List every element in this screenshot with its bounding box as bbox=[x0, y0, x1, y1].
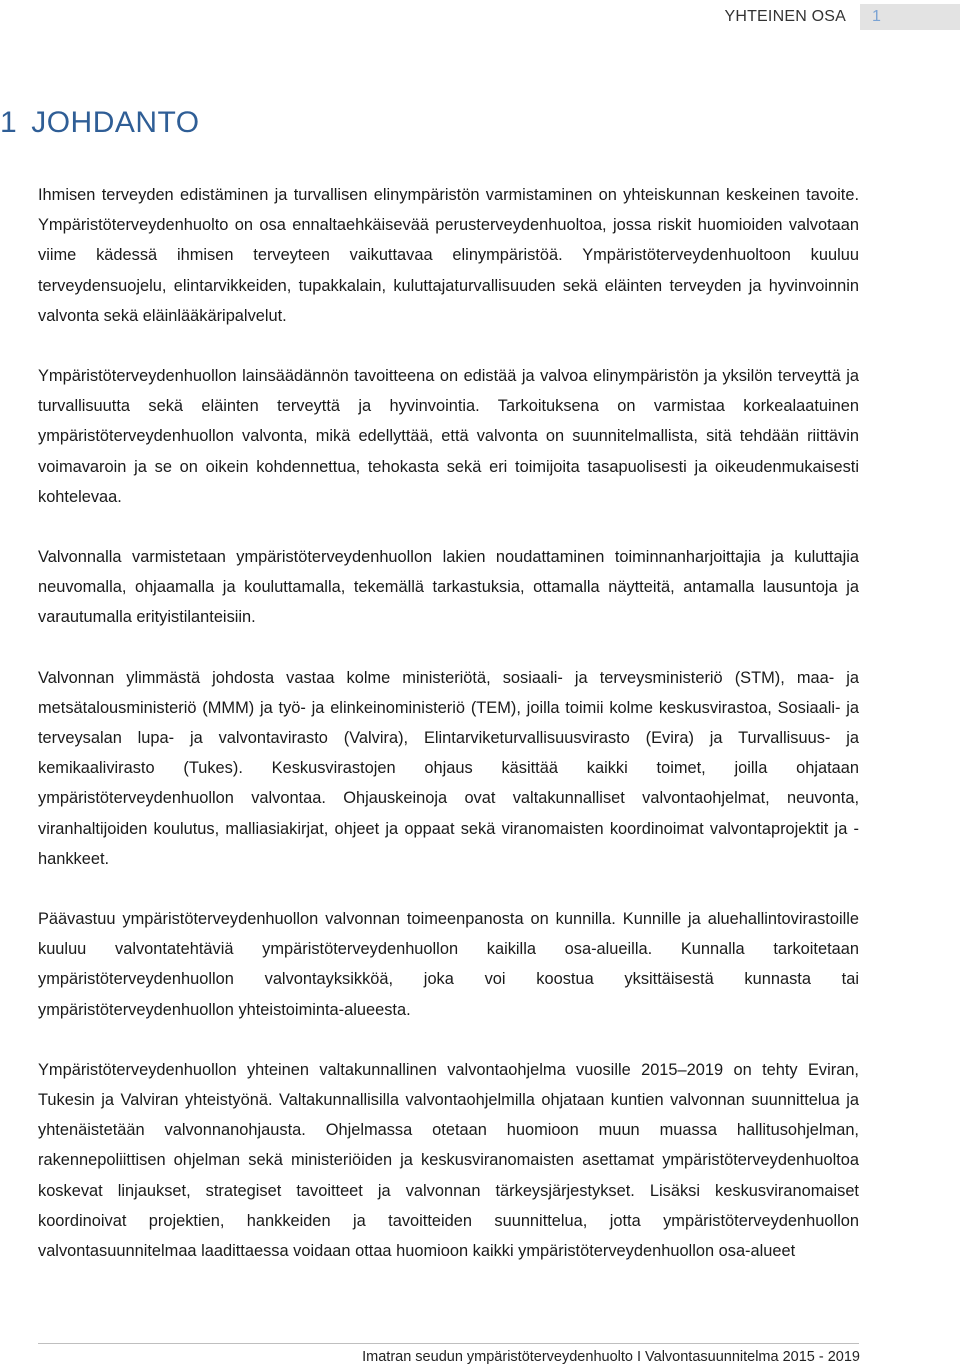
chapter-title: JOHDANTO bbox=[31, 106, 200, 139]
chapter-number: 1 bbox=[0, 106, 18, 139]
paragraph: Ihmisen terveyden edistäminen ja turvallisen elinympäristön varmistaminen on yhteiskunnan keskeinen tavoite. Ympäristöterveydenhuolto on osa ennaltaehkäisevää perusterveydenhuoltoa, jossa riskit huomioiden valvotaan viime kädessä ihmisen terveyteen vaikuttavaa elinympäristöä. Ympäristöterveydenhuoltoon kuuluu terveydensuojelu, elintarvikkeiden, tupakkalain, kuluttajaturvallisuuden sekä eläinten terveyden ja hyvinvoinnin valvonta sekä eläinlääkäripalvelut. bbox=[38, 186, 859, 325]
paragraph: Ympäristöterveydenhuollon yhteinen valtakunnallinen valvontaohjelma vuosille 2015–2019 on tehty Eviran, Tukesin ja Valviran yhteistyönä. Valtakunnallisilla valvontaohjelmilla ohjataan kuntien valvonnan suunnittelua ja yhtenäistetään valvonnanohjausta. Ohjelmassa otetaan huomioon muun muassa hallitusohjelman, rakennepoliittisen ohjelman sekä ministeriöiden ja keskusviranomaisten asettamat ympäristöterveydenhuoltoa koskevat linjaukset, strategiset tavoitteet ja valvonnan tärkeysjärjestykset. Lisäksi keskusviranomaiset koordinoivat projektien, hankkeiden ja tavoitteiden suunnittelua, jotta ympäristöterveydenhuollon valvontasuunnitelmaa laadittaessa voidaan ottaa huomioon kaikki ympäristöterveydenhuollon osa-alueet bbox=[38, 1060, 859, 1261]
body-content bbox=[38, 180, 859, 1296]
paragraph: Valvonnan ylimmästä johdosta vastaa kolme ministeriötä, sosiaali- ja terveysministeriö (STM), maa- ja metsätalousministeriö (MMM) ja työ- ja elinkeinoministeriö (TEM), joilla toimii kolme keskusvirastoa, Sosiaali- ja terveysalan lupa- ja valvontavirasto (Valvira), Elintarviketurvallisuusvirasto (Evira) ja Turvallisuus- ja kemikaalivirasto (Tukes). Keskusvirastojen ohjaus käsittää kaikki toimet, joilla ohjataan ympäristöterveydenhuollon valvontaa. Ohjauskeinoja ovat valtakunnalliset valvontaohjelmat, neuvonta, viranhaltijoiden koulutus, malliasiakirjat, ohjeet ja oppaat sekä viranomaisten koordinoimat valvontaprojektit ja -hankkeet. bbox=[38, 668, 859, 868]
paragraph: Päävastuu ympäristöterveydenhuollon valvonnan toimeenpanosta on kunnilla. Kunnille ja aluehallintovirastoille kuuluu valvontatehtäviä ympäristöterveydenhuollon kaikilla osa-alueilla. Kunnalla tarkoitetaan ympäristöterveydenhuollon valvontayksikköä, joka voi koostua yksittäisestä kunnasta tai ympäristöterveydenhuollon yhteistoiminta-alueesta. bbox=[38, 910, 859, 1019]
chapter-heading bbox=[0, 106, 200, 140]
header-page-number: 1 bbox=[860, 4, 960, 30]
page-footer: Imatran seudun ympäristöterveydenhuolto I Valvontasuunnitelma 2015 - 2019 bbox=[362, 1349, 860, 1365]
header-section-title: YHTEINEN OSA bbox=[724, 8, 846, 25]
paragraph: Ympäristöterveydenhuollon lainsäädännön tavoitteena on edistää ja valvoa elinympäristön ja yksilön terveyttä ja turvallisuutta sekä eläinten terveyttä ja hyvinvointia. Tarkoituksena on varmistaa korkealaatuinen ympäristöterveydenhuollon valvonta, mikä edellyttää, että valvonta on suunnitelmallista, sitä tehdään riittävin voimavaroin ja se on oikein kohdennettua, tehokasta sekä eri toimijoita tasapuolisesti ja oikeudenmukaisesti kohtelevaa. bbox=[38, 367, 859, 506]
footer-divider bbox=[38, 1343, 859, 1344]
paragraph: Valvonnalla varmistetaan ympäristöterveydenhuollon lakien noudattaminen toiminnanharjoittajia ja kuluttajia neuvomalla, ohjaamalla ja kouluttamalla, tekemällä tarkastuksia, ottamalla näytteitä, antamalla lausuntoja ja varautumalla erityistilanteisiin. bbox=[38, 548, 859, 627]
page-header bbox=[724, 4, 960, 30]
